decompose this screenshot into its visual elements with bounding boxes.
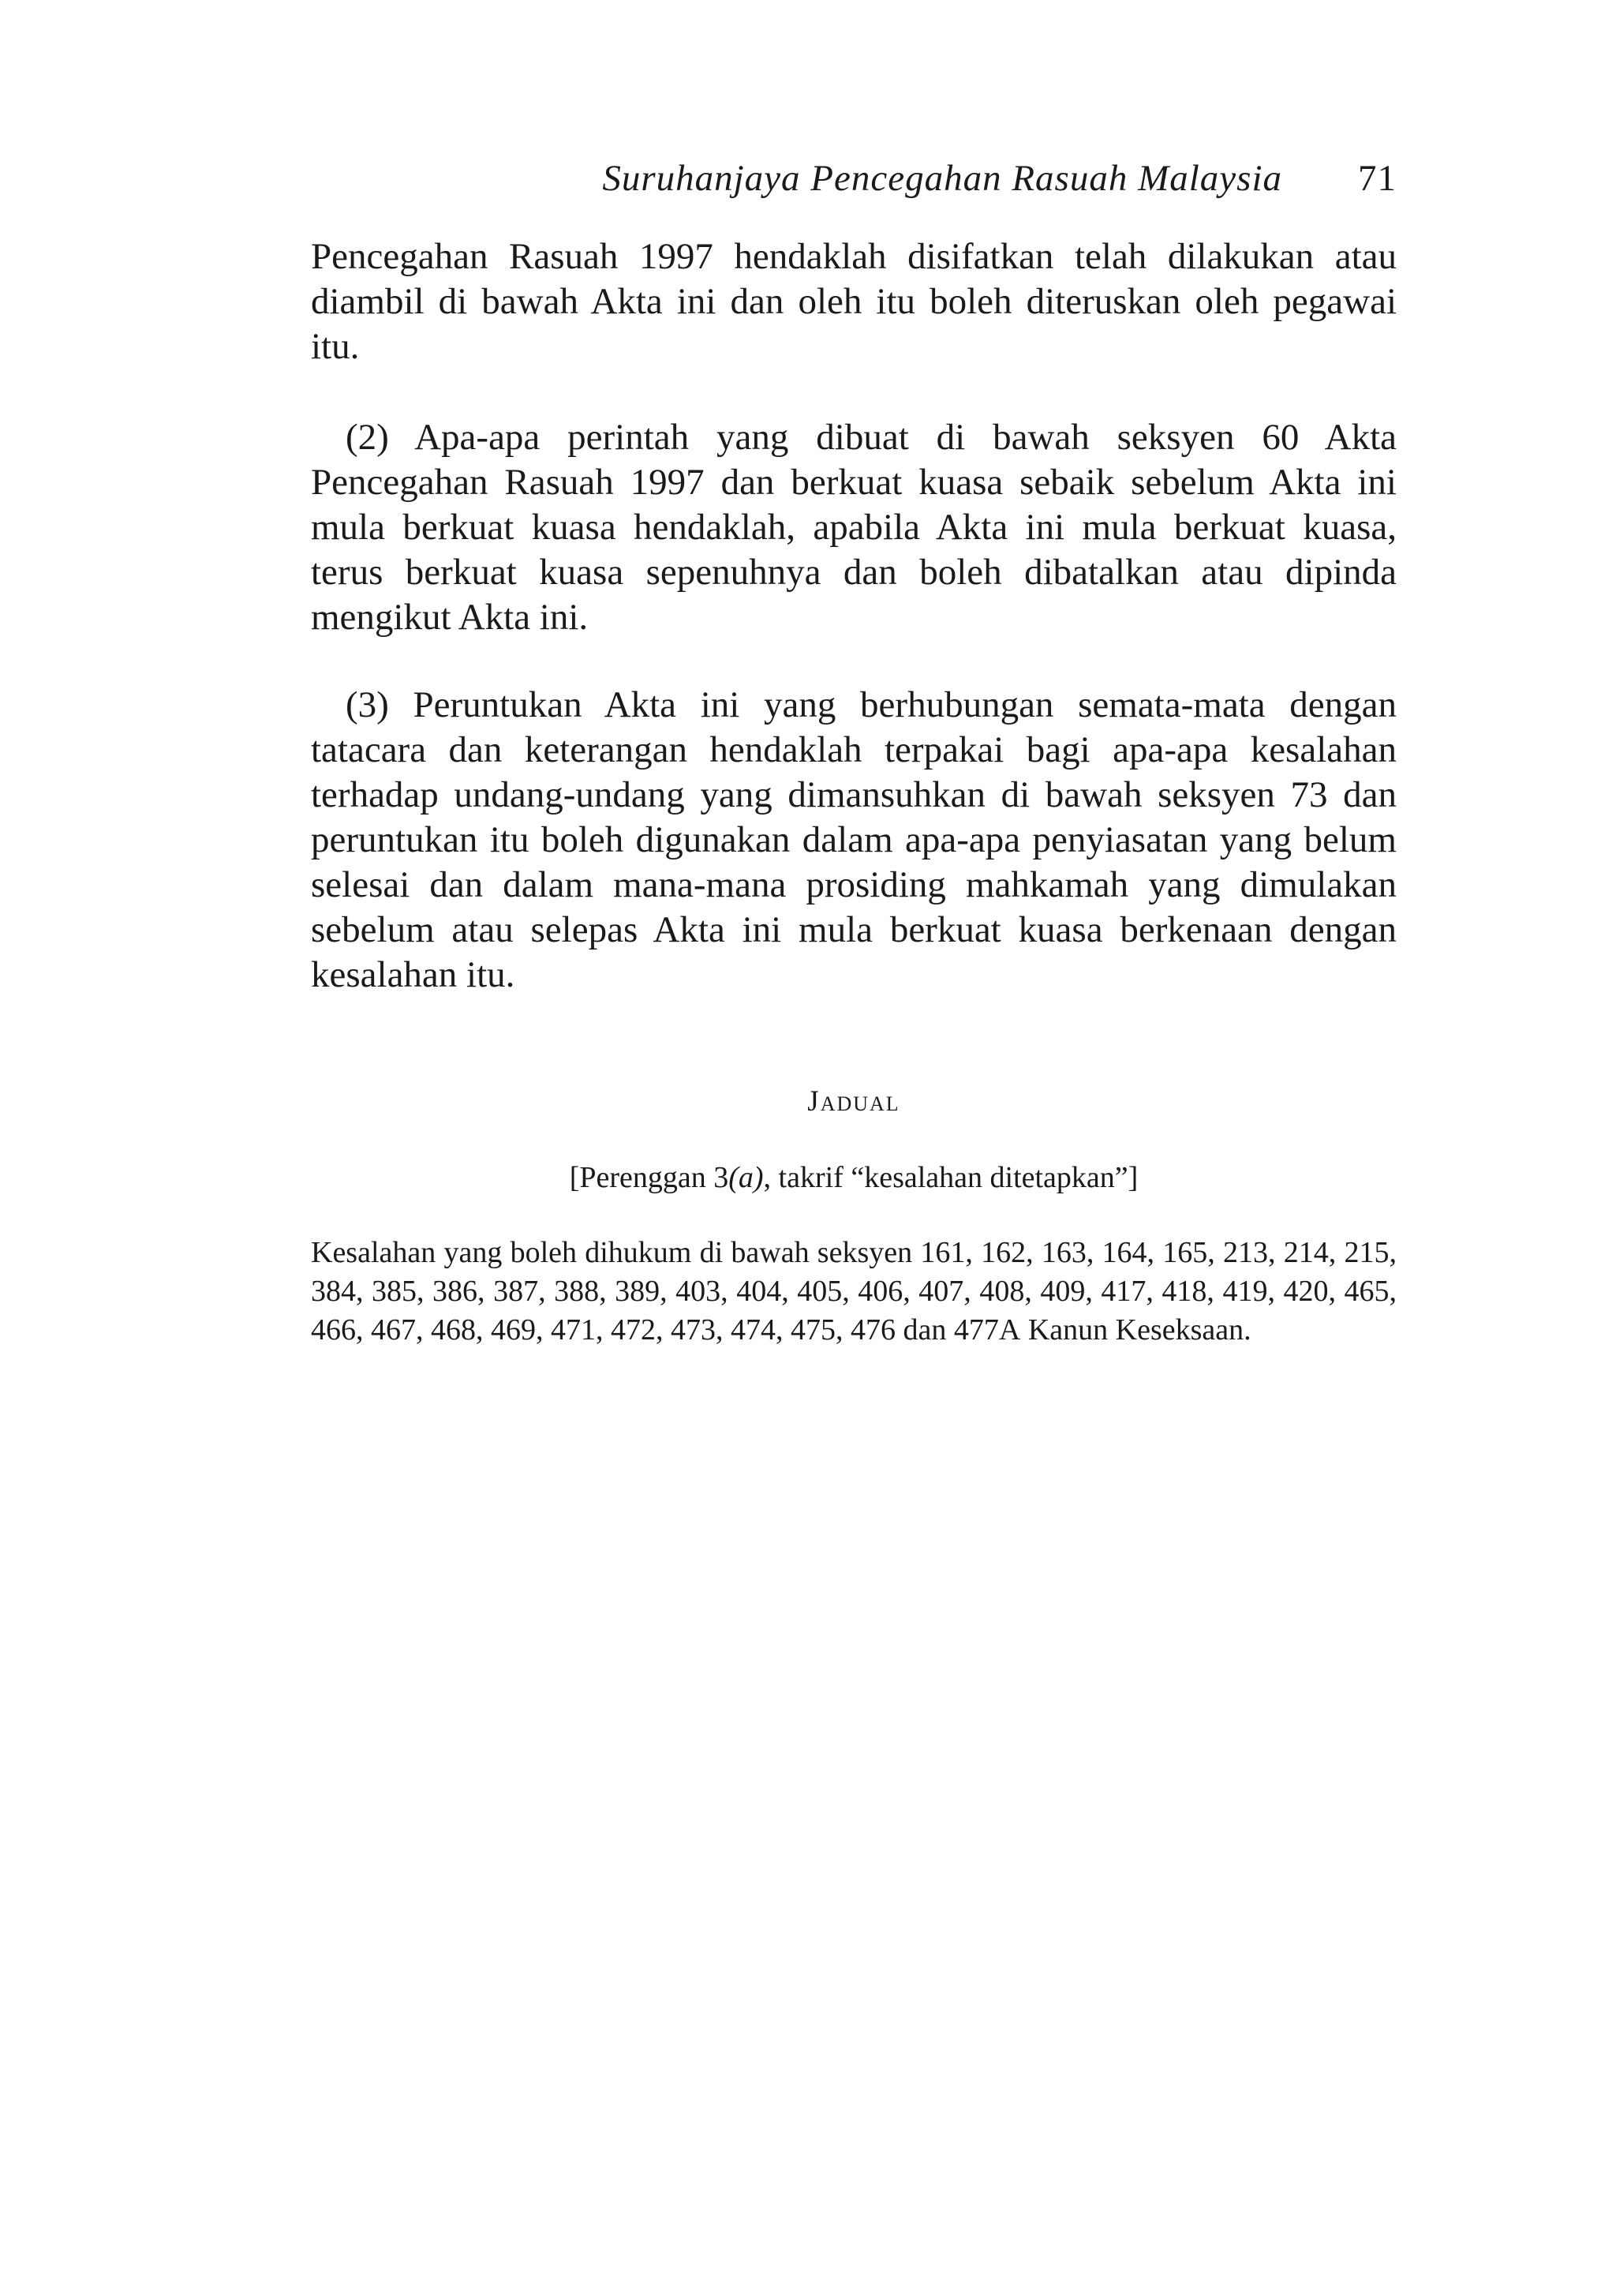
schedule-reference-prefix: [Perenggan 3 bbox=[569, 1161, 729, 1194]
schedule-body-text: Kesalahan yang boleh dihukum di bawah seksyen 161, 162, 163, 164, 165, 213, 214, 215, 384, 385, 386, 387, 388, 389, 403, 404, 405, 406, 407, 408, 409, 417, 418, 419, 420, 465, 466, 467, 468, 469, 471, 472, 473, 474, 475, 476 dan 477 bbox=[311, 1236, 1397, 1347]
running-header bbox=[311, 155, 1397, 202]
subsection-number: (3) bbox=[346, 684, 389, 725]
schedule-section-suffix: A bbox=[998, 1313, 1021, 1347]
paragraph-continued bbox=[311, 234, 1397, 369]
schedule-body-tail: Kanun Keseksaan. bbox=[1020, 1313, 1251, 1347]
page-number: 71 bbox=[1358, 158, 1397, 199]
subsection-3 bbox=[311, 683, 1397, 998]
schedule-reference-italic: (a) bbox=[728, 1161, 764, 1194]
schedule-reference-suffix: , takrif “kesalahan ditetapkan”] bbox=[763, 1161, 1139, 1194]
schedule-reference bbox=[311, 1159, 1397, 1197]
schedule-body bbox=[311, 1234, 1397, 1350]
schedule-title: Jadual bbox=[807, 1085, 900, 1118]
subsection-number: (2) bbox=[346, 417, 389, 458]
subsection-text: Peruntukan Akta ini yang berhubungan semata-mata dengan tatacara dan keterangan hendaklah terpakai bagi apa-apa kesalahan terhadap undang-undang yang dimansuhkan di bawah seksyen 73 dan peruntukan itu boleh digunakan dalam apa-apa penyiasatan yang belum selesai dan dalam mana-mana prosiding mahkamah yang dimulakan sebelum atau selepas Akta ini mula berkuat kuasa berkenaan dengan kesalahan itu. bbox=[311, 684, 1397, 995]
subsection-2 bbox=[311, 415, 1397, 640]
running-title: Suruhanjaya Pencegahan Rasuah Malaysia bbox=[602, 158, 1282, 199]
subsection-text: Apa-apa perintah yang dibuat di bawah seksyen 60 Akta Pencegahan Rasuah 1997 dan berkuat kuasa sebaik sebelum Akta ini mula berkuat kuasa hendaklah, apabila Akta ini mula berkuat kuasa, terus berkuat kuasa sepenuhnya dan boleh dibatalkan atau dipinda mengikut Akta ini. bbox=[311, 417, 1397, 638]
paragraph-text: Pencegahan Rasuah 1997 hendaklah disifatkan telah dilakukan atau diambil di bawah Akta ini dan oleh itu boleh diteruskan oleh pegawai itu. bbox=[311, 236, 1397, 367]
